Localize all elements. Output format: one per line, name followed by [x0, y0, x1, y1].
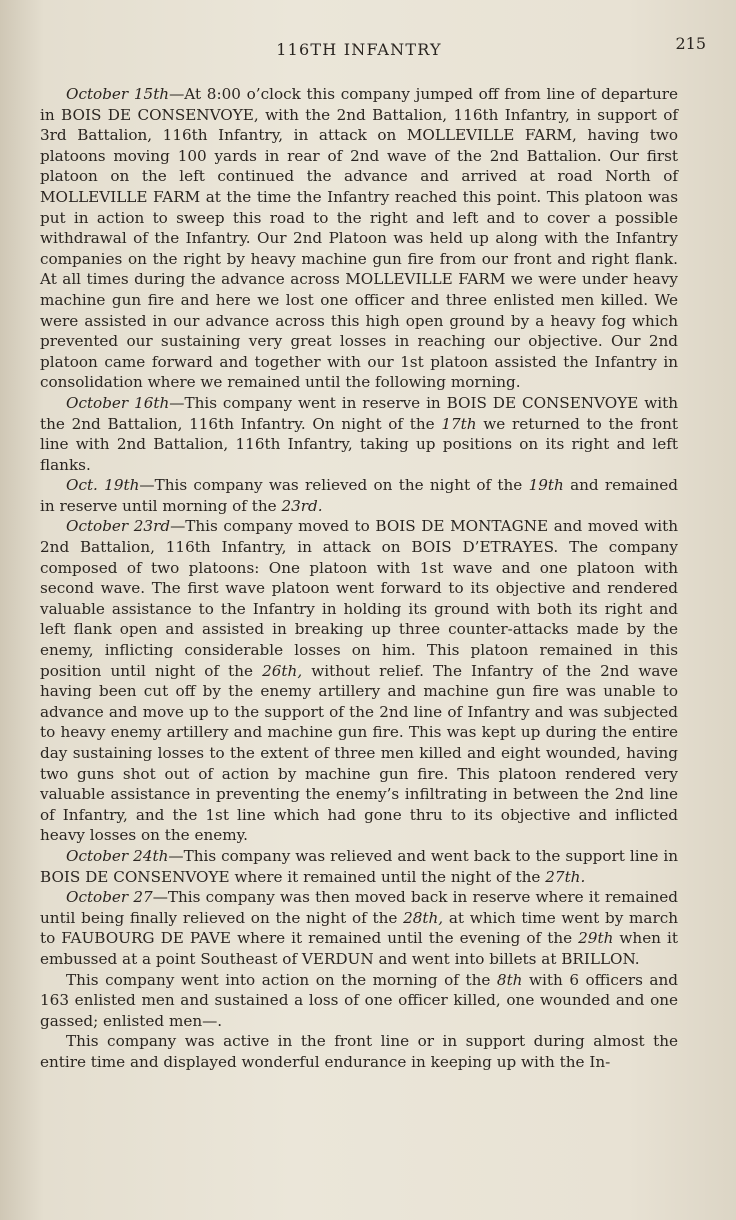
- body-text: [40, 84, 678, 1073]
- italic-text: October 27: [66, 888, 153, 907]
- italic-text: 27th.: [545, 867, 586, 886]
- text-run: —This company was then moved back in reserve where it remained until being finally relieved on the night of the: [40, 888, 678, 927]
- paragraph: [40, 846, 678, 887]
- italic-text: 26th,: [262, 661, 303, 680]
- paragraph: [40, 84, 678, 393]
- text-run: without relief. The Infantry of the 2nd wave having been cut off by the enemy artillery and machine gun fire was unable to advance and move up to the support of the 2nd line of Infantry and was subjected to heavy enemy artillery and machine gun fire. This was kept up during the entire day sustaining losses to the extent of three men killed and eight wounded, having two guns shot out of action by machine gun fire. This platoon rendered very valuable assistance in preventing the enemy’s infiltrating in between the 2nd line of Infantry, and the 1st line which had gone thru to its objective and inflicted heavy losses on the enemy.: [40, 661, 678, 845]
- text-run: at which time went by march to FAUBOURG DE PAVE where it remained until the evening of the: [40, 908, 678, 948]
- text-run: with 6 officers and 163 enlisted men and sustained a loss of one officer killed, one wounded and one gassed; enlisted men—.: [40, 970, 678, 1030]
- running-head: 116TH INFANTRY: [276, 40, 442, 59]
- paragraph: [40, 516, 678, 846]
- paragraph: [40, 393, 678, 475]
- text-run: This company was active in the front line or in support during almost the entire time and displayed wonderful endurance in keeping up with the In-: [40, 1032, 678, 1071]
- italic-text: 17th: [441, 414, 477, 433]
- italic-text: October 23rd: [66, 517, 171, 536]
- italic-text: 29th: [578, 929, 614, 948]
- italic-text: Oct. 19th: [66, 476, 140, 495]
- italic-text: October 15th: [66, 85, 170, 103]
- italic-text: October 16th: [66, 393, 170, 412]
- paragraph: [40, 887, 678, 969]
- text-run: when it embussed at a point Southeast of VERDUN and went into billets at BRILLON.: [40, 929, 678, 968]
- text-run: we returned to the front line with 2nd Battalion, 116th Infantry, taking up positions on its right and left flanks.: [40, 414, 678, 474]
- text-run: —This company went in reserve in BOIS DE CONSENVOYE with the 2nd Battalion, 116th Infantry. On night of the: [40, 393, 678, 433]
- italic-text: 8th: [496, 970, 523, 989]
- text-run: This company went into action on the morning of the: [66, 970, 497, 989]
- italic-text: October 24th: [66, 846, 169, 865]
- italic-text: 19th: [528, 476, 564, 495]
- paragraph: [40, 1031, 678, 1072]
- page-number: 215: [675, 34, 706, 53]
- text-run: —This company moved to BOIS DE MONTAGNE and moved with 2nd Battalion, 116th Infantry, in attack on BOIS D’ETRAYES. The company composed of two platoons: One platoon with 1st wave and one platoon with second wave. The first wave platoon went forward to its objective and rendered valuable assistance to the Infantry in holding its ground with both its right and left flank open and assisted in breaking up three counter-attacks made by the enemy, inflicting considerable losses on him. This platoon remained in this position until night of the: [40, 517, 679, 680]
- text-run: —At 8:00 o’clock this company jumped off from line of departure in BOIS DE CONSENVOYE, with the 2nd Battalion, 116th Infantry, in support of 3rd Battalion, 116th Infantry, in attack on MOLLEVILLE FARM, having two platoons moving 100 yards in rear of 2nd wave of the 2nd Battalion. Our first platoon on the left continued the advance and arrived at road North of MOLLEVILLE FARM at the time the Infantry reached this point. This platoon was put in action to sweep this road to the right and left and to cover a possible withdrawal of the Infantry. Our 2nd Platoon was held up along with the Infantry companies on the right by heavy machine gun fire from our front and right flank. At all times during the advance across MOLLEVILLE FARM we were under heavy machine gun fire and here we lost one officer and three enlisted men killed. We were assisted in our advance across this high open ground by a heavy fog which prevented our sustaining very great losses in reaching our objective. Our 2nd platoon came forward and together with our 1st platoon assisted the Infantry in consolidation where we remained until the following morning.: [40, 85, 678, 392]
- text-run: and remained in reserve until morning of the: [40, 476, 678, 515]
- paragraph: [40, 970, 678, 1032]
- paragraph: [40, 475, 678, 516]
- italic-text: 28th,: [403, 908, 444, 927]
- text-run: —This company was relieved on the night of the: [139, 476, 529, 495]
- text-run: —This company was relieved and went back to the support line in BOIS DE CONSENVOYE where it remained until the night of the: [40, 846, 678, 886]
- italic-text: 23rd.: [281, 496, 323, 515]
- page-header: [40, 34, 706, 64]
